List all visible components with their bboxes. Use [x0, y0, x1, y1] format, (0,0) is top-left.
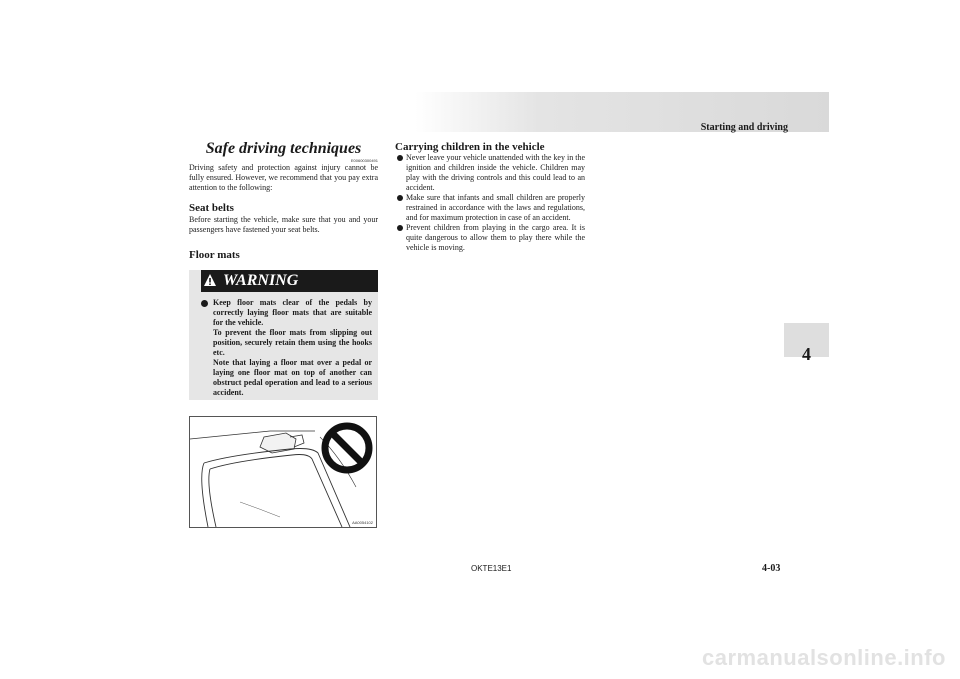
warning-header — [201, 270, 378, 292]
chapter-tab: 4 — [784, 323, 829, 357]
warning-body — [201, 298, 372, 398]
warning-line: Keep floor mats clear of the pedals by correctly laying floor mats that are suitable for the vehicle. — [213, 298, 372, 327]
list-item-text: Prevent children from playing in the cargo area. It is quite dangerous to allow them to play there while the vehicle is moving. — [406, 223, 585, 252]
right-column — [395, 141, 585, 253]
warning-line: To prevent the floor mats from slipping out position, securely retain them using the hooks etc. — [213, 328, 372, 357]
list-item — [395, 223, 585, 253]
bullet-icon — [201, 300, 208, 307]
children-bullets — [395, 153, 585, 253]
seat-belts-heading: Seat belts — [189, 202, 234, 214]
document-code: OKTE13E1 — [471, 564, 512, 573]
chapter-header-title: Starting and driving — [700, 122, 788, 133]
seat-belts-paragraph: Before starting the vehicle, make sure that you and your passengers have fastened your seat belts. — [189, 215, 378, 234]
floor-mat-illustration — [189, 416, 377, 528]
bullet-icon — [397, 155, 403, 161]
intro-paragraph: Driving safety and protection against injury cannot be fully ensured. However, we recommend that you pay extra attention to the following: — [189, 163, 378, 192]
page-number: 4-03 — [762, 563, 781, 574]
warning-box — [189, 270, 378, 400]
list-item-text: Never leave your vehicle unattended with the key in the ignition and children inside the vehicle. Children may play with the driving controls and this could lead to an accident. — [406, 153, 585, 192]
warning-line: Note that laying a floor mat over a pedal or laying one floor mat on top of another can obstruct pedal operation and lead to a serious accident. — [213, 358, 372, 397]
section-code: E00600300491 — [350, 158, 378, 163]
bullet-icon — [397, 195, 403, 201]
list-item — [395, 153, 585, 193]
section-title: Safe driving techniques — [205, 140, 362, 157]
warning-bullet — [201, 298, 372, 398]
left-column — [189, 140, 378, 262]
warning-label: WARNING — [223, 272, 299, 289]
illustration-code: AA0054102 — [352, 520, 373, 525]
floor-mats-heading: Floor mats — [189, 249, 240, 261]
children-heading: Carrying children in the vehicle — [395, 141, 545, 153]
watermark-link[interactable]: carmanualsonline.info — [702, 645, 946, 670]
list-item-text: Make sure that infants and small children are properly restrained in accordance with the laws and regulations, and for maximum protection in case of an accident. — [406, 193, 585, 222]
prohibited-icon — [320, 421, 374, 475]
list-item — [395, 193, 585, 223]
warning-triangle-icon — [203, 273, 217, 287]
bullet-icon — [397, 225, 403, 231]
